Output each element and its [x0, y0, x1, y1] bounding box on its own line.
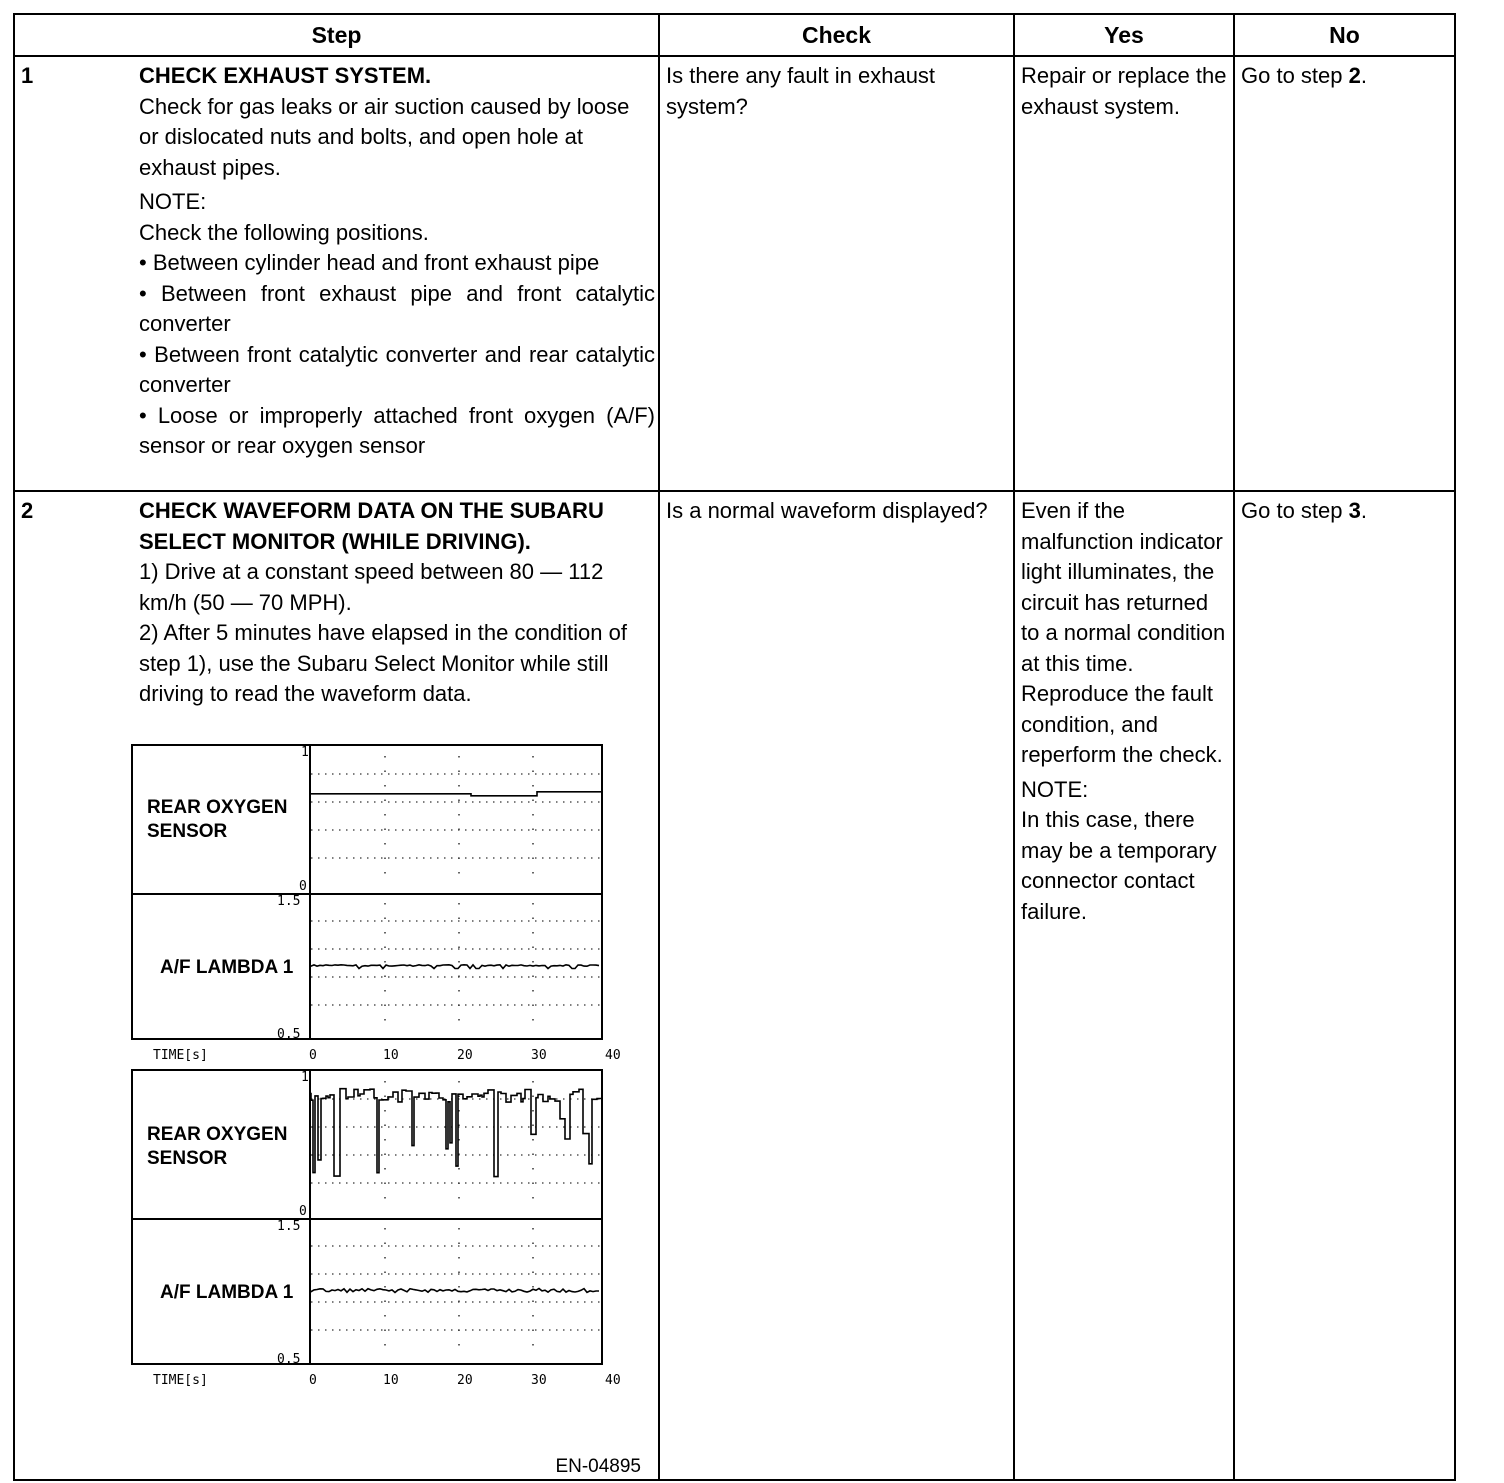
yes-cell: [1014, 56, 1234, 491]
time-tick-label: 40: [605, 1047, 621, 1063]
rear-oxygen-label: REAR OXYGEN: [147, 796, 288, 818]
note-bullet: • Between cylinder head and front exhaust pipe: [139, 250, 600, 275]
time-axis-ticks: [309, 1041, 621, 1063]
time-axis-ticks: [309, 1366, 621, 1388]
yes-note-label: NOTE:: [1021, 776, 1089, 802]
no-prefix: Go to step: [1241, 63, 1349, 88]
header-step: Step: [14, 14, 659, 56]
time-tick-label: 30: [531, 1047, 547, 1063]
time-tick-label: 40: [605, 1372, 621, 1388]
time-tick-label: 10: [383, 1372, 399, 1388]
figure-code: EN-04895: [555, 1456, 641, 1477]
yes-text: Even if the malfunction indicator light illuminates, the circuit has returned to a normal condition at this time. Reproduce the fault condition, and reperform the check.: [1021, 498, 1226, 767]
header-check: Check: [659, 14, 1014, 56]
axis-tick-label: 1: [301, 1069, 309, 1085]
waveform-panel-normal: [131, 744, 603, 1040]
time-tick-label: 10: [383, 1047, 399, 1063]
axis-tick-label: 1: [301, 744, 309, 760]
waveform-figure: [139, 744, 659, 1479]
diagnostic-table: [13, 13, 1456, 1481]
note-bullet: • Between front catalytic converter and rear catalytic converter: [139, 341, 655, 397]
waveform-panel-switching: [131, 1069, 603, 1365]
note-bullet: • Between front exhaust pipe and front catalytic converter: [139, 280, 655, 336]
no-suffix: .: [1360, 63, 1367, 88]
af-lambda-waveform: [311, 964, 599, 968]
no-step-number: 2: [1348, 63, 1361, 88]
note-bullet: • Loose or improperly attached front oxygen (A/F) sensor or rear oxygen sensor: [139, 402, 655, 458]
step-number: 2: [21, 498, 34, 523]
step-cell: [14, 491, 659, 1480]
note-intro: Check the following positions.: [139, 219, 429, 245]
rear-oxygen-waveform: [311, 1088, 601, 1176]
af-lambda-waveform: [311, 1288, 599, 1292]
table-row: [14, 56, 1455, 491]
time-tick-label: 20: [457, 1047, 473, 1063]
step-title: CHECK EXHAUST SYSTEM.: [139, 63, 432, 88]
rear-oxygen-label: SENSOR: [147, 820, 228, 842]
check-text: Is there any fault in exhaust system?: [666, 63, 936, 119]
axis-tick-label: 0: [299, 878, 307, 894]
yes-note-text: In this case, there may be a temporary connector contact failure.: [1021, 807, 1217, 924]
rear-oxygen-label: REAR OXYGEN: [147, 1123, 288, 1145]
no-cell: [1234, 56, 1455, 491]
axis-tick-label: 0.5: [277, 1026, 301, 1042]
axis-tick-label: 1.5: [277, 893, 301, 909]
step-cell: [14, 56, 659, 491]
axis-tick-label: 1.5: [277, 1218, 301, 1234]
af-lambda-label: A/F LAMBDA 1: [160, 956, 294, 978]
time-tick-label: 20: [457, 1372, 473, 1388]
no-step-number: 3: [1348, 498, 1361, 523]
check-text: Is a normal waveform displayed?: [666, 498, 988, 523]
header-no: No: [1234, 14, 1455, 56]
time-tick-label: 0: [309, 1372, 317, 1388]
time-tick-label: 30: [531, 1372, 547, 1388]
step-body: [139, 492, 655, 1479]
header-row: [14, 14, 1455, 56]
time-axis-label: TIME[s]: [153, 1047, 208, 1063]
rear-oxygen-waveform: [311, 791, 601, 795]
step-title: CHECK WAVEFORM DATA ON THE SUBARU SELECT MONITOR (WHILE DRIVING).: [139, 498, 604, 554]
waveform-plot: [311, 1071, 603, 1363]
step-number: 1: [21, 63, 34, 88]
header-yes: Yes: [1014, 14, 1234, 56]
axis-tick-label: 0.5: [277, 1351, 301, 1367]
no-prefix: Go to step: [1241, 498, 1349, 523]
no-suffix: .: [1360, 498, 1367, 523]
time-axis-label: TIME[s]: [153, 1372, 208, 1388]
waveform-plot: [311, 746, 603, 1038]
af-lambda-label: A/F LAMBDA 1: [160, 1281, 294, 1303]
yes-cell: [1014, 491, 1234, 1480]
no-cell: [1234, 491, 1455, 1480]
step-text: Check for gas leaks or air suction caused by loose or dislocated nuts and bolts, and open hole at exhaust pipes.: [139, 93, 630, 180]
rear-oxygen-label: SENSOR: [147, 1147, 228, 1169]
check-cell: [659, 56, 1014, 491]
table-row: [14, 491, 1455, 1480]
yes-text: Repair or replace the exhaust system.: [1021, 63, 1227, 119]
time-tick-label: 0: [309, 1047, 317, 1063]
note-label: NOTE:: [139, 189, 207, 214]
check-cell: [659, 491, 1014, 1480]
axis-tick-label: 0: [299, 1203, 307, 1219]
step-instruction: 2) After 5 minutes have elapsed in the condition of step 1), use the Subaru Select Monitor while still driving to read the waveform data.: [139, 620, 627, 706]
step-body: [139, 57, 655, 462]
step-instruction: 1) Drive at a constant speed between 80 — 112 km/h (50 — 70 MPH).: [139, 559, 604, 615]
